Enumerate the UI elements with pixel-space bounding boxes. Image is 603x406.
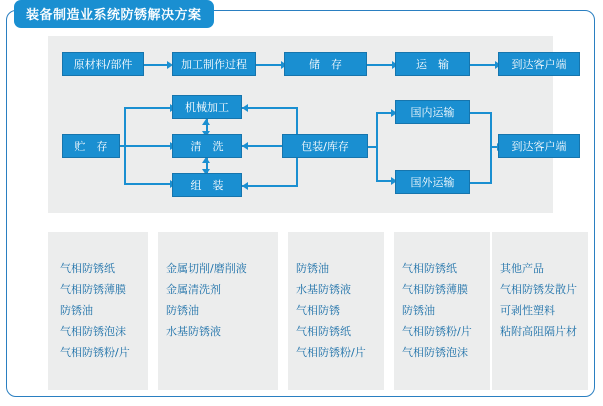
product-list-5 [500,258,596,342]
product-item: 气相防锈纸 [296,325,351,338]
flow-box-stock[interactable] [62,134,120,158]
product-list-4 [402,258,494,363]
page-title: 装备制造业系统防锈解决方案 [14,0,214,28]
arrow-mid-bus-to-machining [242,104,248,112]
connector-branch-to-overseas [376,180,392,182]
flow-box-transport[interactable] [395,52,470,76]
flow-box-cleaning-label: 清 洗 [190,140,224,153]
connector-branch-to-domestic [376,112,392,114]
product-item: 金属切削/磨削液 [166,262,247,275]
flow-box-overseas-transport-label: 国外运输 [410,176,455,189]
connector-overseas-to-right-bus [470,182,492,184]
connector-packaging-to-cleaning [242,145,282,147]
connector-packaging-out [368,146,378,148]
product-item: 气相防锈粉/片 [402,325,472,338]
connector-machining-to-mid-bus [242,107,298,109]
flow-box-arrive-customer-2[interactable] [498,134,580,158]
flow-box-raw-material[interactable] [62,52,144,76]
flow-box-machining[interactable] [172,95,242,119]
product-item: 气相防锈粉/片 [60,346,130,359]
flow-box-overseas-transport[interactable] [395,170,470,194]
product-item: 气相防锈泡沫 [60,325,126,338]
arrow-mid-bus-to-assembly [242,182,248,190]
product-item: 可剥性塑料 [500,304,555,317]
arrow-cleaning-to-machining [202,119,210,125]
product-list-2 [166,258,282,342]
product-item: 粘附高阻隔片材 [500,325,577,338]
product-item: 气相防锈纸 [402,262,457,275]
product-item: 其他产品 [500,262,544,275]
connector-raw-to-processing [144,64,168,66]
connector-stock-to-cleaning [120,145,172,147]
product-item: 防锈油 [60,304,93,317]
connector-domestic-to-right-bus [470,112,492,114]
product-item: 防锈油 [166,304,199,317]
product-item: 水基防锈液 [166,325,221,338]
connector-transport-to-customer [470,64,496,66]
product-item: 气相防锈发散片 [500,283,577,296]
flow-box-domestic-transport[interactable] [395,100,470,124]
flow-box-packaging-inventory[interactable] [282,134,368,158]
product-item: 气相防锈薄膜 [60,283,126,296]
flow-box-packaging-inventory-label: 包装/库存 [301,140,349,153]
connector-processing-to-storage [256,64,282,66]
flow-box-machining-label: 机械加工 [185,101,229,114]
flow-box-processing-label: 加工制作过程 [181,58,247,71]
flow-box-assembly-label: 组 装 [190,179,224,192]
product-item: 防锈油 [402,304,435,317]
flow-box-processing[interactable] [172,52,256,76]
flow-box-raw-material-label: 原材料/部件 [73,58,133,71]
connector-assembly-to-mid-bus [242,185,298,187]
connector-left-bus-to-assembly [124,183,172,185]
flow-box-cleaning[interactable] [172,134,242,158]
product-item: 气相防锈 [296,304,340,317]
flow-box-arrive-customer-2-label: 到达客户端 [511,140,567,153]
arrow-packaging-to-cleaning [242,142,248,150]
flow-box-arrive-customer-1[interactable] [498,52,580,76]
flow-box-assembly[interactable] [172,173,242,197]
product-item: 金属清洗剂 [166,283,221,296]
product-item: 水基防锈液 [296,283,351,296]
product-item: 防锈油 [296,262,329,275]
flow-box-storage[interactable] [284,52,367,76]
product-list-1 [60,258,156,363]
product-list-3 [296,258,388,363]
connector-storage-to-transport [367,64,393,66]
flow-box-transport-label: 运 输 [416,58,449,71]
flow-box-domestic-transport-label: 国内运输 [410,106,455,119]
product-item: 气相防锈薄膜 [402,283,468,296]
product-item: 气相防锈泡沫 [402,346,468,359]
product-item: 气相防锈纸 [60,262,115,275]
flow-box-arrive-customer-1-label: 到达客户端 [511,58,567,71]
flow-box-storage-label: 储 存 [309,58,342,71]
flow-box-stock-label: 贮 存 [74,140,108,153]
product-item: 气相防锈粉/片 [296,346,366,359]
